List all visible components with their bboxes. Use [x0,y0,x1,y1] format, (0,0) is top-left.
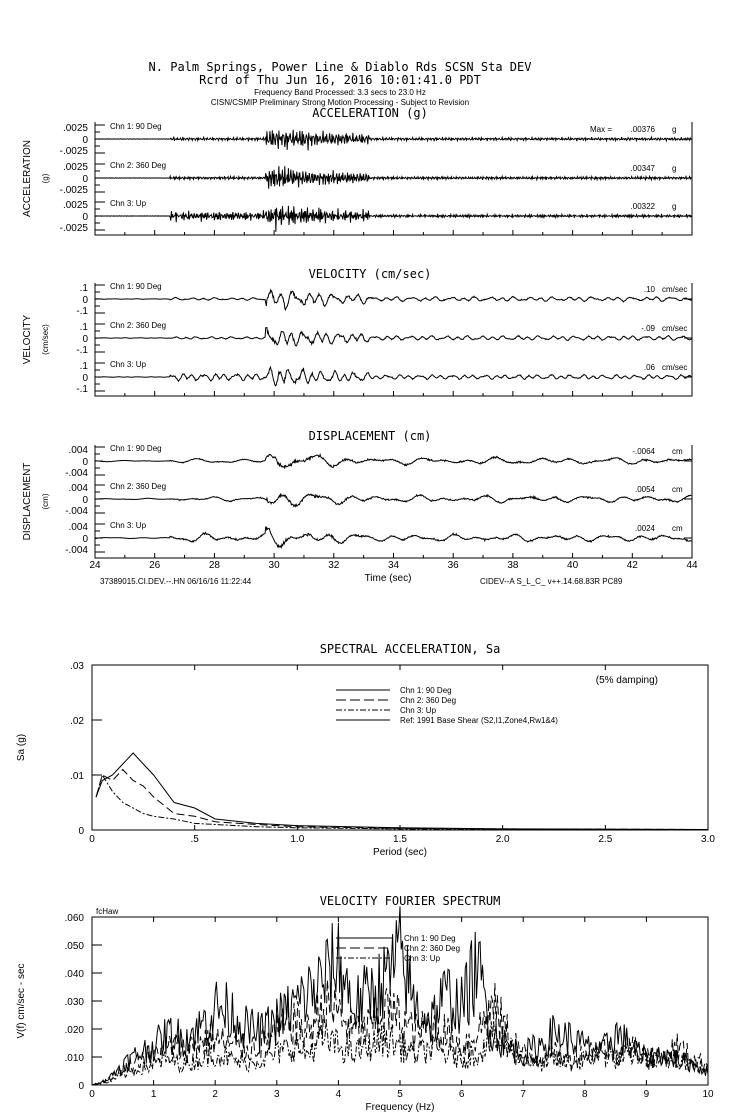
y-axis-unit: (cm) [41,493,50,510]
y-tick-label: .060 [64,913,84,924]
x-tick-label: 3.0 [701,834,715,845]
footer-right: CIDEV--A S_L_C_ v++.14.68.83R PC89 [480,577,623,586]
x-tick-label: 26 [149,560,161,571]
legend-entry: Chn 1: 90 Deg [404,934,456,943]
x-tick-label: 1.5 [393,834,407,845]
waveform-trace [95,527,691,548]
channel-peak-value: -.09 [641,324,655,333]
y-tick-label: 0 [82,295,88,306]
y-tick-label: -.004 [65,506,88,517]
channel-unit: cm/sec [662,324,688,333]
x-tick-label: 6 [458,1089,465,1100]
channel-unit: cm [672,485,683,494]
y-tick-label: .020 [64,1025,84,1036]
corner-label: fcHaw [96,907,119,916]
x-tick-label: 42 [626,560,638,571]
y-tick-label: .004 [68,522,88,533]
y-tick-label: .004 [68,483,88,494]
y-axis-label: VELOCITY [22,314,33,365]
x-tick-label: 8 [582,1089,588,1100]
x-tick-label: 2 [212,1089,218,1100]
channel-peak-value: .0024 [634,524,655,533]
panel-title: VELOCITY FOURIER SPECTRUM [319,894,501,908]
x-tick-label: 1.0 [290,834,305,845]
y-tick-label: -.1 [76,384,88,395]
header-line-4: CISN/CSMIP Preliminary Strong Motion Processing - Subject to Revision [210,98,470,107]
y-tick-label: .01 [70,771,84,782]
channel-peak-value: .00376 [630,125,655,134]
channel-unit: cm/sec [662,285,688,294]
legend-entry: Chn 1: 90 Deg [400,686,452,695]
y-tick-label: .0025 [62,162,88,173]
x-tick-label: 32 [328,560,340,571]
x-tick-label: 7 [520,1089,526,1100]
y-tick-label: .010 [64,1053,84,1064]
x-tick-label: .5 [190,834,199,845]
y-axis-label: DISPLACEMENT [22,462,33,541]
y-tick-label: -.0025 [59,146,88,157]
y-tick-label: 0 [78,826,84,837]
channel-label: Chn 3: Up [110,199,147,208]
x-axis-label: Time (sec) [364,573,412,584]
channel-unit: g [672,202,677,211]
waveform-trace [95,290,691,310]
x-tick-label: 1 [150,1089,157,1100]
y-tick-label: -.1 [76,345,88,356]
y-tick-label: 0 [82,495,88,506]
y-tick-label: .03 [70,661,84,672]
y-tick-label: 0 [82,135,88,146]
x-tick-label: 0 [89,1089,95,1100]
channel-label: Chn 2: 360 Deg [110,161,167,170]
legend-entry: Chn 3: Up [400,706,437,715]
legend-entry: Chn 2: 360 Deg [404,944,461,953]
x-tick-label: 4 [335,1089,342,1100]
damping-note: (5% damping) [595,675,658,686]
x-tick-label: 24 [89,560,101,571]
channel-peak-value: -.0064 [632,447,655,456]
series-line [96,775,708,830]
x-tick-label: 9 [643,1089,650,1100]
header-line-1: N. Palm Springs, Power Line & Diablo Rds SCSN Sta DEV [148,60,532,74]
y-tick-label: .1 [79,322,88,333]
x-tick-label: 2.0 [495,834,510,845]
x-tick-label: 36 [447,560,459,571]
x-tick-label: 28 [208,560,220,571]
y-tick-label: .0025 [62,123,88,134]
y-tick-label: .050 [64,941,84,952]
x-tick-label: 40 [567,560,579,571]
x-axis-label: Period (sec) [373,847,427,858]
channel-peak-value: .0054 [634,485,655,494]
waveform-trace [95,166,691,189]
y-tick-label: 0 [82,334,88,345]
x-tick-label: 3 [274,1089,280,1100]
channel-peak-value: .00347 [630,164,655,173]
max-label: Max = [590,125,613,134]
panel-title: DISPLACEMENT (cm) [308,429,432,443]
channel-unit: cm/sec [662,363,688,372]
y-tick-label: .040 [64,969,84,980]
panel-title: VELOCITY (cm/sec) [308,267,432,281]
legend-entry: Chn 3: Up [404,954,441,963]
waveform-trace [95,367,691,386]
legend-entry: Chn 2: 360 Deg [400,696,457,705]
channel-unit: g [672,164,677,173]
channel-label: Chn 3: Up [110,360,147,369]
channel-peak-value: .06 [643,363,655,372]
y-tick-label: 0 [78,1081,84,1092]
y-axis-unit: (cm/sec) [41,324,50,355]
series-line [96,753,708,830]
y-tick-label: -.004 [65,468,88,479]
x-tick-label: 38 [507,560,519,571]
y-axis-label: Sa (g) [16,733,27,762]
x-tick-label: 2.5 [598,834,613,845]
y-tick-label: -.0025 [59,185,88,196]
x-tick-label: 0 [89,834,95,845]
legend-entry: Ref: 1991 Base Shear (S2,I1,Zone4,Rw1&4) [400,716,558,725]
x-axis-label: Frequency (Hz) [365,1102,435,1113]
x-tick-label: 5 [397,1089,403,1100]
x-tick-label: 34 [387,560,400,571]
y-tick-label: 0 [82,373,88,384]
y-tick-label: -.004 [65,545,88,556]
y-ticks [95,363,692,391]
y-tick-label: 0 [82,534,88,545]
y-tick-label: .1 [79,283,88,294]
channel-unit: g [672,125,677,134]
y-tick-label: .1 [79,361,88,372]
y-tick-label: .030 [64,997,84,1008]
panel-title: ACCELERATION (g) [312,106,428,120]
channel-label: Chn 3: Up [110,521,147,530]
channel-unit: cm [672,524,683,533]
header-line-2: Rcrd of Thu Jun 16, 2016 10:01:41.0 PDT [199,73,481,87]
y-axis-unit: (g) [41,173,50,184]
y-tick-label: 0 [82,174,88,185]
y-tick-label: -.0025 [59,223,88,234]
header-line-3: Frequency Band Processed: 3.3 secs to 23.0 Hz [254,88,426,97]
y-ticks [95,524,692,552]
waveform-trace [95,454,691,468]
channel-label: Chn 1: 90 Deg [110,282,162,291]
waveform-trace [95,206,691,232]
channel-label: Chn 2: 360 Deg [110,321,167,330]
waveform-trace [95,494,691,507]
x-tick-label: 30 [268,560,280,571]
y-tick-label: 0 [82,212,88,223]
channel-label: Chn 1: 90 Deg [110,122,162,131]
footer-left: 37389015.CI.DEV.--.HN 06/16/16 11:22:44 [100,577,252,586]
channel-label: Chn 1: 90 Deg [110,444,162,453]
channel-unit: cm [672,447,683,456]
channel-peak-value: .10 [643,285,655,294]
series-line [96,770,708,830]
y-tick-label: .02 [70,716,84,727]
waveform-trace [95,328,691,347]
y-tick-label: -.1 [76,306,88,317]
y-tick-label: .004 [68,445,88,456]
y-axis-label: ACCELERATION [22,139,33,218]
y-tick-label: .0025 [62,200,88,211]
panel-title: SPECTRAL ACCELERATION, Sa [319,642,501,656]
y-axis-label: V(f) cm/sec - sec [16,963,27,1039]
x-tick-label: 44 [686,560,698,571]
channel-peak-value: .00322 [630,202,655,211]
channel-label: Chn 2: 360 Deg [110,482,167,491]
x-tick-label: 10 [702,1089,714,1100]
y-tick-label: 0 [82,457,88,468]
